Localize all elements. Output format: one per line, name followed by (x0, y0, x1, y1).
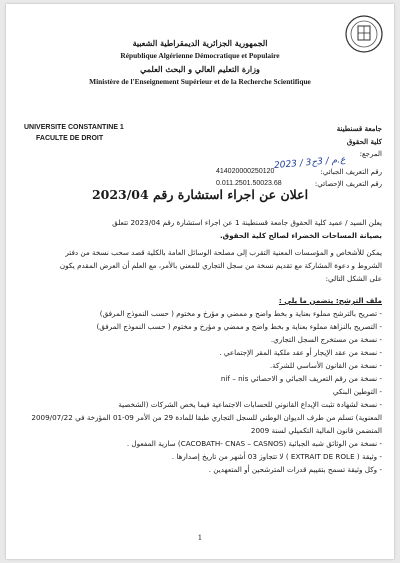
list-item: المتضمن قانون المالية التكميلي لسنة 2009 (250, 426, 382, 435)
reference-label: المرجع: (359, 150, 382, 158)
file-heading (20, 294, 382, 307)
ministry-title-arabic: وزارة التعليم العالي و البحث العلمي (140, 64, 260, 74)
nis-label: رقم التعريف الإحصائي: (314, 180, 382, 188)
list-item: - تصريح بالترشح مملوء بعناية و بخط واضح و ممضي و مؤرخ و مختوم ( حسب النموذج المرفق) (99, 309, 382, 318)
list-item: - التصريح بالنزاهة مملوء بعناية و بخط واضح و ممضي و مؤرخ و مختوم ( حسب النموذج المرفق) (96, 322, 382, 331)
nif-value: 414020000250120 (216, 168, 275, 175)
paragraph-2-line-3: على الشكل التالي: (325, 274, 382, 283)
list-item: - وثيقة ( EXTRAIT DE ROLE ) لا تتجاوز 03 أشهر من تاريخ إصدارها . (171, 452, 382, 461)
list-item: - نسخة لشهادة تثبت الإيداع القانوني للحسابات الاجتماعية فيما يخص الشركات (الشخصية (118, 400, 382, 409)
list-item: - نسخة من مستخرج السجل التجاري. (270, 335, 382, 344)
list-item: - نسخة من عقد الإيجار أو عقد ملكية المقر الإجتماعي . (219, 348, 382, 357)
list-item: - وكل وثيقة تسمح بتقييم قدرات المترشحين أو المتعهدين . (208, 465, 382, 474)
university-name-french: UNIVERSITE CONSTANTINE 1 (24, 124, 124, 131)
list-item: - نسخة من الوثائق شبه الجبائية (CACOBATH- CNAS – CASNOS) سارية المفعول . (126, 439, 382, 448)
list-item: المعنوية) تسلم من طرف الديوان الوطني للسجل التجاري طبقا للمادة 29 من الأمر 09-01 المؤرخة في 2009/07/22 (31, 413, 382, 422)
nis-value: 0.011.2501.50023.68 (216, 180, 282, 187)
republic-title-arabic: الجمهورية الجزائرية الديمقراطية الشعبية (132, 38, 268, 48)
paragraph-1-line-1: يعلن السيد / عميد كلية الحقوق جامعة قسنطينة 1 عن اجراء استشارة رقم 2023/04 تتعلق (112, 218, 382, 227)
nif-label: رقم التعريف الجبائي: (320, 168, 382, 176)
page-number: 1 (197, 534, 203, 542)
document-page (6, 4, 394, 559)
university-seal-logo (344, 14, 384, 54)
paragraph-2-line-2: الشروط و دعوة المشاركة مع تقديم نسخة من سجل التجاري للمعني بالأمر، مع العلم أن العرض المقدم يكون (59, 261, 382, 270)
list-item: - التوطين البنكي (332, 387, 382, 396)
faculty-name-arabic: كلية الحقوق (346, 137, 382, 146)
paragraph-1-line-2: بصيانة المساحات الخضراء لصالح كلية الحقوق. (219, 231, 382, 240)
file-heading-text: ملف الترشح: يتضمن ما يلي : (278, 296, 382, 305)
list-item: - نسخة من رقم التعريف الجبائي و الاحصائي nif – nis (220, 374, 382, 383)
paragraph-2-line-1: يمكن للأشخاص و المؤسسات المعنية التقرب إلى مصلحة الوسائل العامة بالكلية قصد سحب نسخة من دفتر (65, 248, 382, 257)
announcement-title: اعلان عن اجراء استشارة رقم 2023/04 (91, 187, 309, 202)
republic-title-french: République Algérienne Démocratique et Populaire (120, 51, 280, 60)
faculty-name-french: FACULTE DE DROIT (36, 135, 104, 142)
handwritten-reference: 2023 / ع.م / 3ح3 (273, 154, 346, 172)
university-name-arabic: جامعة قسنطينة (336, 124, 382, 133)
list-item: - نسخة من القانون الأساسي للشركة. (269, 361, 382, 370)
ministry-title-french: Ministère de l'Enseignement Supérieur et de la Recherche Scientifique (89, 77, 311, 86)
